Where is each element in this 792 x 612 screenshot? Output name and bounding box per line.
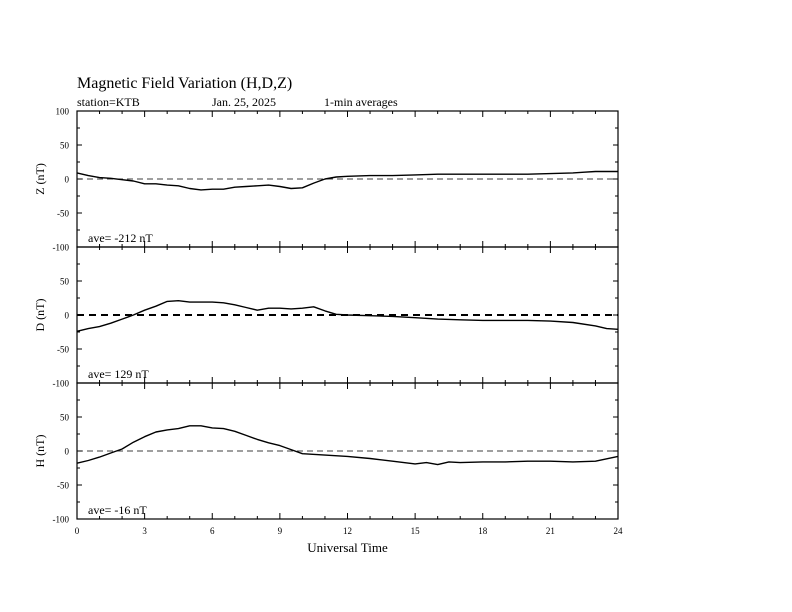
panel-z-ytick-label: -50 bbox=[57, 208, 69, 219]
xtick-label: 12 bbox=[343, 526, 352, 536]
panel-h-average-annotation: ave= -16 nT bbox=[88, 503, 147, 517]
averaging-label: 1-min averages bbox=[324, 95, 398, 109]
x-axis-label: Universal Time bbox=[307, 540, 388, 555]
xtick-label: 6 bbox=[210, 526, 215, 536]
panel-h-series-line bbox=[77, 426, 618, 465]
panel-z-ylabel: Z (nT) bbox=[33, 163, 47, 195]
panel-h-ytick-label: 50 bbox=[60, 412, 69, 423]
panel-z-series-line bbox=[77, 172, 618, 190]
date-label: Jan. 25, 2025 bbox=[212, 95, 276, 109]
panel-z-average-annotation: ave= -212 nT bbox=[88, 231, 153, 245]
xtick-label: 3 bbox=[142, 526, 147, 536]
xtick-label: 9 bbox=[277, 526, 283, 536]
station-label: station=KTB bbox=[77, 95, 140, 109]
panel-d-average-annotation: ave= 129 nT bbox=[88, 367, 149, 381]
xtick-label: 15 bbox=[410, 526, 420, 536]
panel-d-ylabel: D (nT) bbox=[33, 298, 47, 332]
panel-z-ytick-label: 100 bbox=[55, 106, 69, 117]
panel-h-ylabel: H (nT) bbox=[33, 434, 47, 468]
panel-h-ytick-label: -50 bbox=[57, 480, 69, 491]
panel-d-ytick-label: -100 bbox=[52, 378, 69, 389]
panel-d-ytick-label: 0 bbox=[64, 310, 69, 321]
panel-z-ytick-label: -100 bbox=[52, 242, 69, 253]
panel-z-ytick-label: 0 bbox=[64, 174, 69, 185]
panel-h-ytick-label: -100 bbox=[52, 514, 69, 525]
xtick-label: 21 bbox=[545, 526, 555, 536]
panel-z-ytick-label: 50 bbox=[60, 140, 69, 151]
xtick-label: 0 bbox=[74, 526, 80, 536]
xtick-label: 18 bbox=[478, 526, 488, 536]
panel-d-ytick-label: -50 bbox=[57, 344, 69, 355]
panel-d-ytick-label: 50 bbox=[60, 276, 69, 287]
xtick-label: 24 bbox=[613, 526, 623, 536]
panel-h-ytick-label: 0 bbox=[64, 446, 69, 457]
chart-title: Magnetic Field Variation (H,D,Z) bbox=[77, 75, 293, 92]
